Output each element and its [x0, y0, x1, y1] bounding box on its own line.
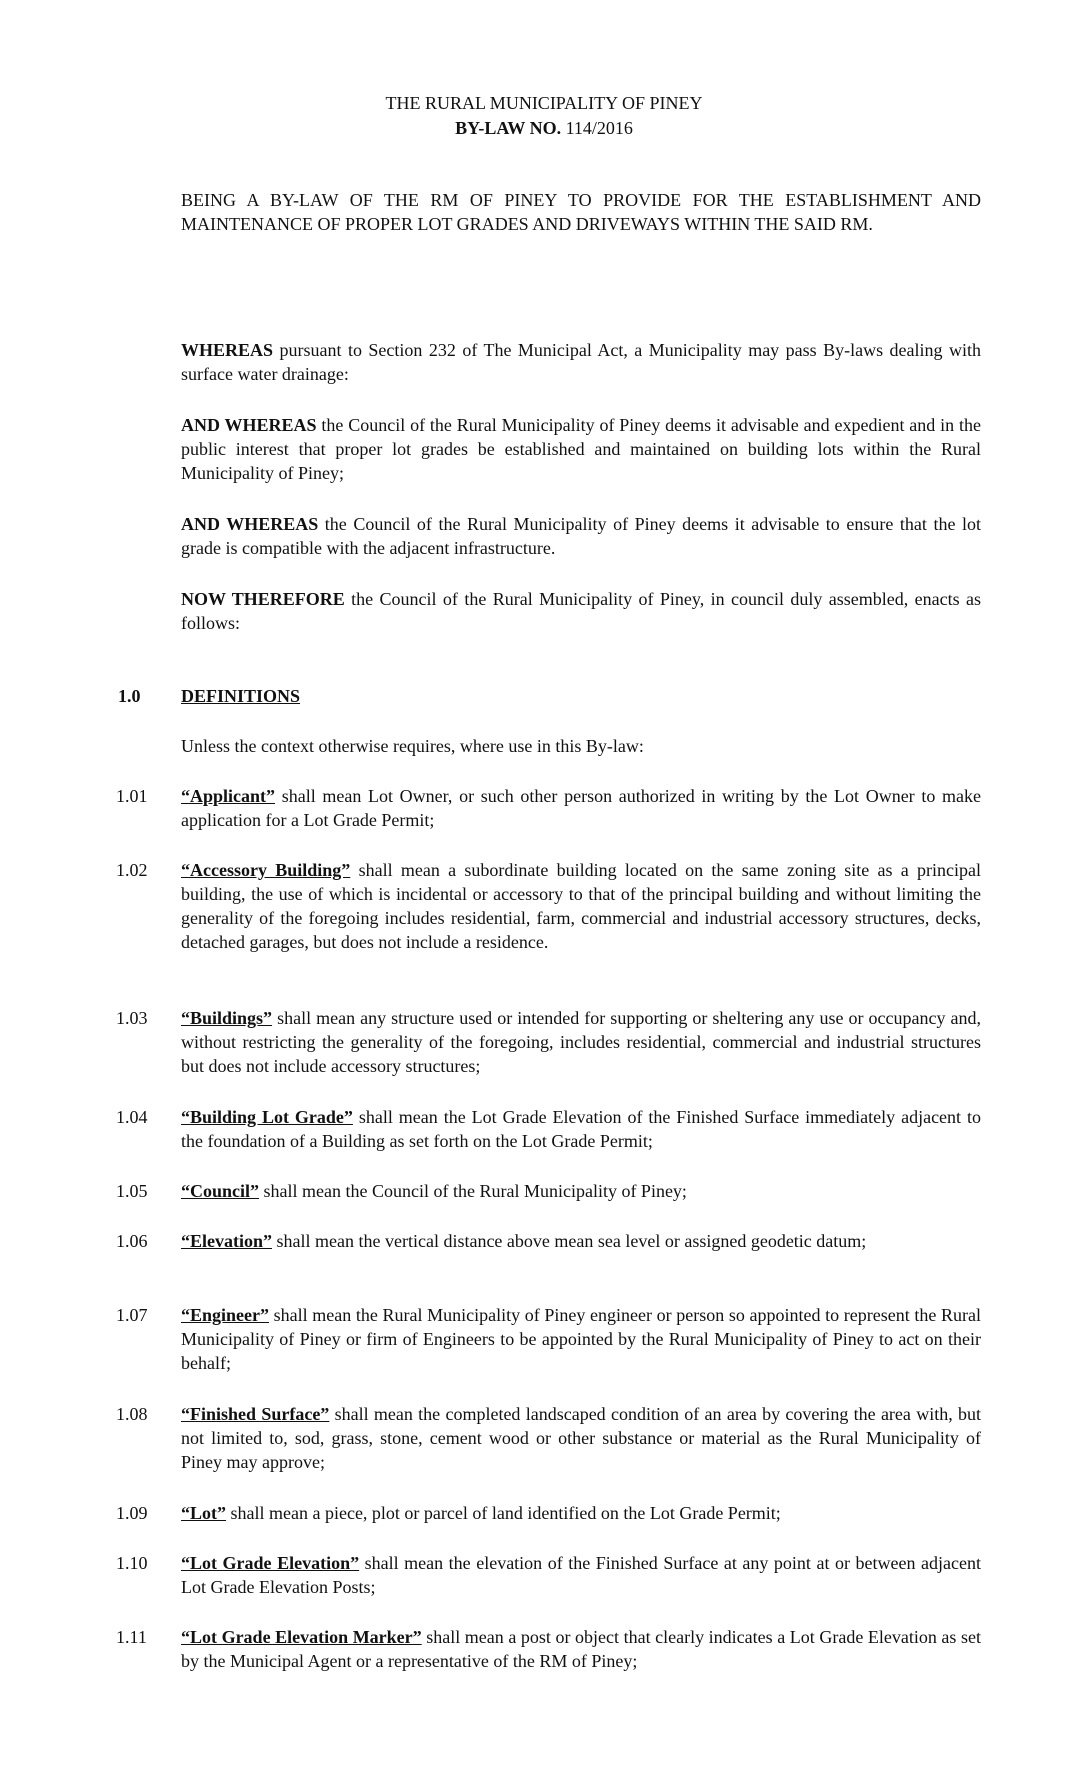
- definition-text: [181, 784, 981, 832]
- definition-number: 1.05: [116, 1181, 148, 1201]
- recital-text: the Council of the Rural Municipality of Piney, in council duly assembled, enacts as follows:: [181, 589, 981, 633]
- definition-term: “Finished Surface”: [181, 1404, 330, 1424]
- definition-body: shall mean the vertical distance above mean sea level or assigned geodetic datum;: [272, 1231, 867, 1251]
- recital-text: the Council of the Rural Municipality of Piney deems it advisable to ensure that the lot grade is compatible with the adjacent infrastructure.: [181, 514, 981, 558]
- definition-number: 1.09: [116, 1503, 148, 1523]
- definition-body: shall mean Lot Owner, or such other person authorized in writing by the Lot Owner to make application for a Lot Grade Permit;: [181, 786, 981, 830]
- recital: [181, 413, 981, 485]
- definition-body: shall mean the Rural Municipality of Piney engineer or person so appointed to represent the Rural Municipality of Piney or firm of Engineers to be appointed by the Rural Municipality of Piney to act on their behalf;: [181, 1305, 981, 1373]
- definition-number: 1.04: [116, 1107, 148, 1127]
- bylaw-number: 114/2016: [565, 118, 633, 138]
- bylaw-number-line: [0, 117, 1088, 140]
- definition-number: 1.06: [116, 1231, 148, 1251]
- definition-term: “Engineer”: [181, 1305, 269, 1325]
- recital-text: the Council of the Rural Municipality of Piney deems it advisable and expedient and in the public interest that proper lot grades be established and maintained on building lots within the Rural Municipality of Piney;: [181, 415, 981, 483]
- definition-text: [181, 1229, 981, 1253]
- definition-term: “Lot”: [181, 1503, 226, 1523]
- definition-number: 1.08: [116, 1404, 148, 1424]
- recital: [181, 338, 981, 386]
- definition-text: [181, 1402, 981, 1474]
- definition-text: [181, 1625, 981, 1673]
- definition-term: “Buildings”: [181, 1008, 273, 1028]
- definition-number: 1.11: [116, 1627, 147, 1647]
- definition-body: shall mean the elevation of the Finished Surface at any point at or between adjacent Lot Grade Elevation Posts;: [181, 1553, 981, 1597]
- section-intro: Unless the context otherwise requires, where use in this By-law:: [181, 736, 644, 756]
- definition-body: shall mean the Council of the Rural Municipality of Piney;: [259, 1181, 687, 1201]
- recital-lead: WHEREAS: [181, 340, 274, 360]
- definition-body: shall mean the Lot Grade Elevation of the Finished Surface immediately adjacent to the foundation of a Building as set forth on the Lot Grade Permit;: [181, 1107, 981, 1151]
- definition-number: 1.10: [116, 1553, 148, 1573]
- definition-term: “Lot Grade Elevation”: [181, 1553, 360, 1573]
- definition-text: [181, 1303, 981, 1375]
- definition-text: [181, 1105, 981, 1153]
- definition-term: “Elevation”: [181, 1231, 273, 1251]
- definition-body: shall mean any structure used or intended for supporting or sheltering any use or occupancy and, without restricting the generality of the foregoing, includes residential, commercial and industrial structures but does not include accessory structures;: [181, 1008, 981, 1076]
- definition-term: “Building Lot Grade”: [181, 1107, 353, 1127]
- definition-body: shall mean a piece, plot or parcel of land identified on the Lot Grade Permit;: [226, 1503, 781, 1523]
- definition-text: [181, 1006, 981, 1078]
- recital-text: pursuant to Section 232 of The Municipal Act, a Municipality may pass By-laws dealing with surface water drainage:: [181, 340, 981, 384]
- section-number: 1.0: [118, 686, 141, 706]
- bylaw-number-label: BY-LAW NO.: [455, 118, 562, 138]
- recital: [181, 587, 981, 635]
- definition-text: [181, 1551, 981, 1599]
- definition-text: [181, 1179, 981, 1203]
- definition-term: “Council”: [181, 1181, 260, 1201]
- recital-lead: AND WHEREAS: [181, 514, 319, 534]
- definition-body: shall mean the completed landscaped condition of an area by covering the area with, but not limited to, sod, grass, stone, cement wood or other substance or material as the Rural Municipality of Piney may approve;: [181, 1404, 982, 1472]
- definition-term: “Applicant”: [181, 786, 276, 806]
- recital: [181, 512, 981, 560]
- definition-body: shall mean a post or object that clearly indicates a Lot Grade Elevation as set by the Municipal Agent or a representative of the RM of Piney;: [181, 1627, 981, 1671]
- bylaw-purpose: BEING A BY-LAW OF THE RM OF PINEY TO PROVIDE FOR THE ESTABLISHMENT AND MAINTENANCE OF PROPER LOT GRADES AND DRIVEWAYS WITHIN THE SAID RM.: [181, 190, 981, 234]
- recital-lead: NOW THEREFORE: [181, 589, 345, 609]
- definition-term: “Accessory Building”: [181, 860, 351, 880]
- definition-text: [181, 858, 981, 954]
- recital-lead: AND WHEREAS: [181, 415, 317, 435]
- document-title: [0, 92, 1088, 115]
- definition-number: 1.01: [116, 786, 148, 806]
- definition-body: shall mean a subordinate building located on the same zoning site as a principal building, the use of which is incidental or accessory to that of the principal building and without limiting the generality of the foregoing includes residential, farm, commercial and industrial accessory structures, decks, detached garages, but does not include a residence.: [181, 860, 981, 952]
- municipality-title: THE RURAL MUNICIPALITY OF PINEY: [385, 93, 703, 113]
- definition-number: 1.03: [116, 1008, 148, 1028]
- definition-text: [181, 1501, 981, 1525]
- definition-number: 1.07: [116, 1305, 148, 1325]
- definition-term: “Lot Grade Elevation Marker”: [181, 1627, 422, 1647]
- definition-number: 1.02: [116, 860, 148, 880]
- section-title: DEFINITIONS: [181, 686, 301, 706]
